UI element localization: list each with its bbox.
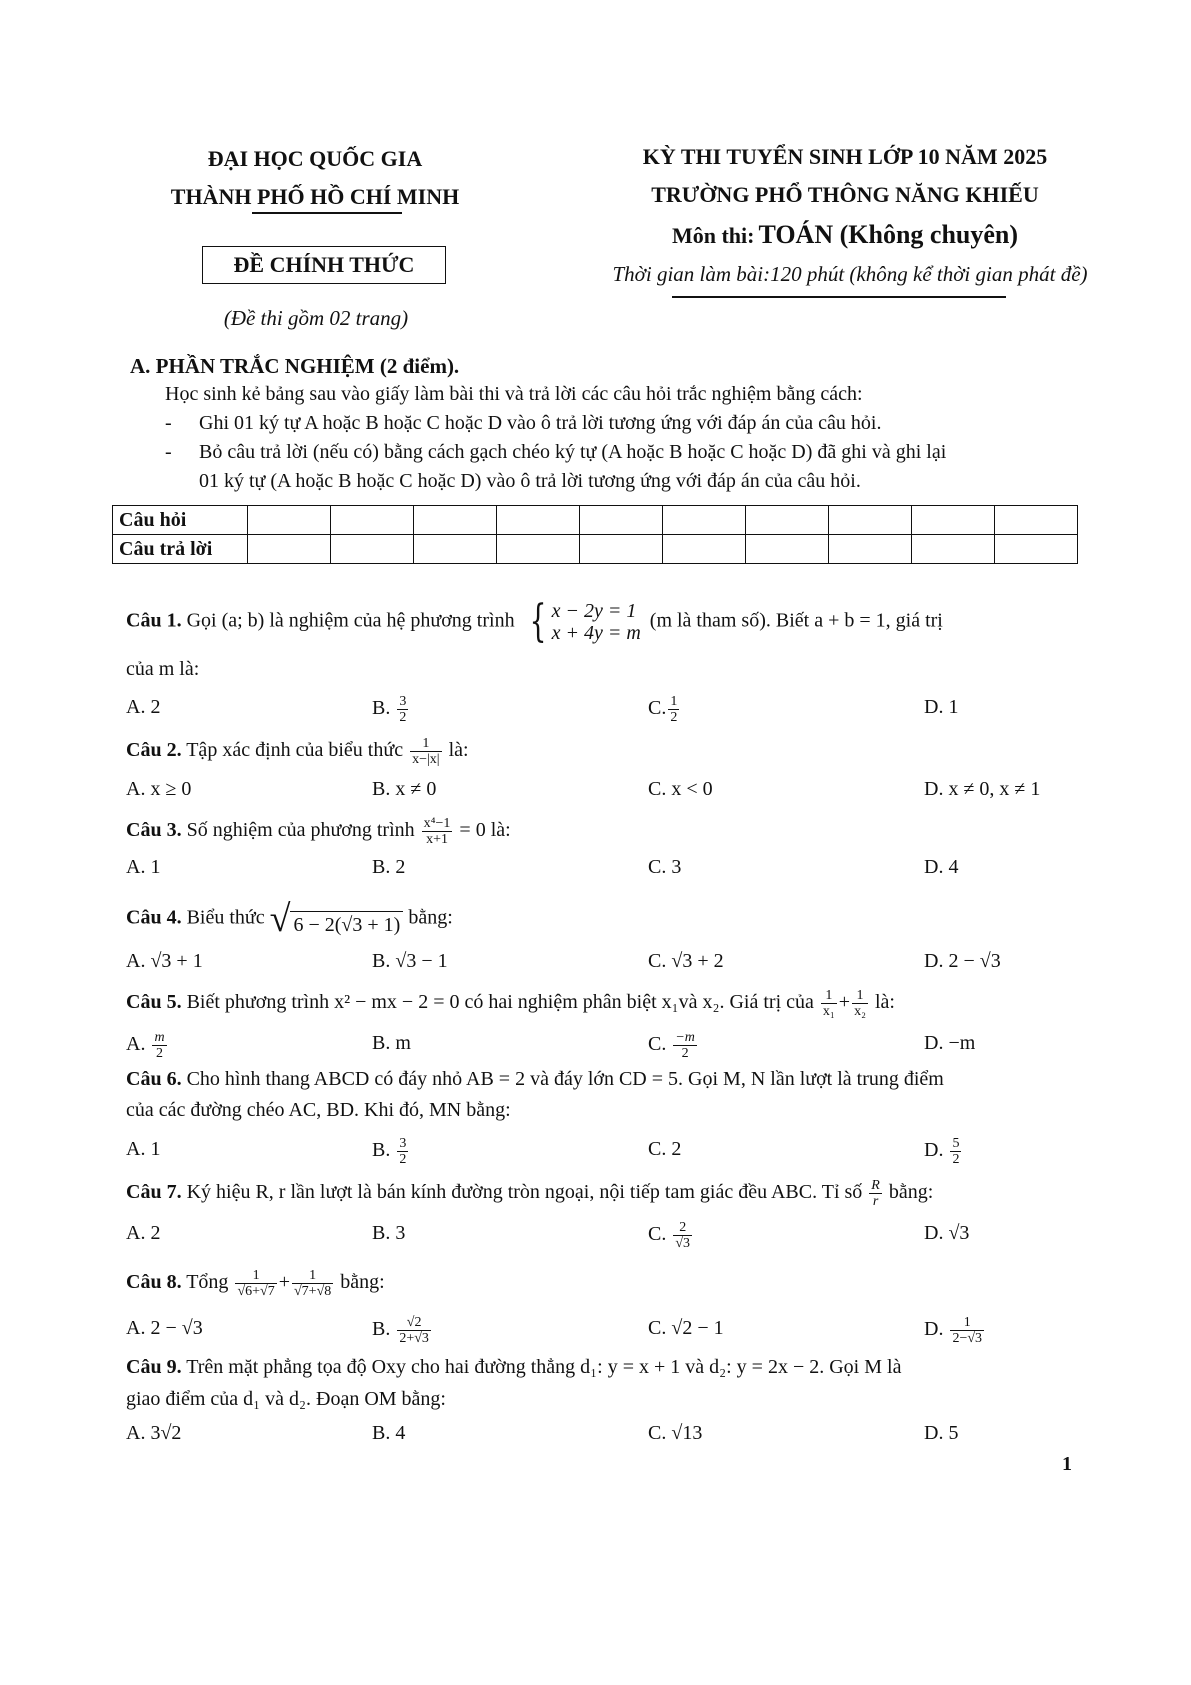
plus-sign: + [278, 1271, 290, 1294]
denominator: √6+√7 [237, 1284, 275, 1299]
table-header-question: Câu hỏi [113, 506, 248, 535]
question-6 [126, 1066, 944, 1092]
option-b[interactable]: B. √3 − 1 [372, 950, 448, 972]
numerator: 2 [673, 1220, 692, 1236]
answer-cell[interactable] [912, 535, 995, 564]
fraction [950, 1315, 984, 1346]
denominator: 2−√3 [952, 1331, 983, 1346]
numerator: R [871, 1178, 880, 1193]
denominator: r [872, 1194, 879, 1209]
university-city: THÀNH PHỐ HỒ CHÍ MINH [170, 184, 460, 209]
bullet-dash: - [165, 441, 172, 463]
question-label: Câu 8. [126, 1271, 182, 1294]
numerator: x⁴−1 [423, 816, 451, 831]
option-c[interactable]: C. √2 − 1 [648, 1317, 724, 1339]
question-3 [126, 816, 511, 847]
option-b[interactable]: B. m [372, 1032, 411, 1054]
question-label: Câu 6. [126, 1068, 182, 1090]
table-header-answer: Câu trả lời [113, 535, 248, 564]
answer-cell[interactable] [414, 535, 497, 564]
question-text: bằng: [340, 1271, 385, 1294]
bullet-1-text: Ghi 01 ký tự A hoặc B hoặc C hoặc D vào ô trả lời tương ứng với đáp án của câu hỏi. [199, 412, 882, 434]
fraction [422, 816, 453, 847]
option-d[interactable]: D. √3 [924, 1222, 970, 1244]
option-a[interactable]: A. 2 [126, 1222, 161, 1244]
equation-line: x + 4y = m [551, 622, 641, 644]
option-d[interactable]: D. 4 [924, 856, 959, 878]
question-text: là: [874, 991, 895, 1014]
option-a[interactable]: A. 1 [126, 1138, 161, 1160]
numerator: −m [675, 1030, 695, 1045]
option-c[interactable]: C. √3 + 2 [648, 950, 724, 972]
question-1 [126, 596, 943, 647]
answer-cell[interactable] [995, 535, 1078, 564]
fraction [410, 736, 442, 767]
question-text: bằng: [408, 906, 453, 929]
question-label: Câu 7. [126, 1181, 182, 1204]
option-c[interactable]: C. 2 [648, 1138, 682, 1160]
question-7 [126, 1178, 933, 1209]
fraction [821, 988, 837, 1019]
question-text: là: [448, 739, 469, 762]
option-a[interactable]: A. 3√2 [126, 1422, 182, 1444]
numerator: 1 [852, 988, 868, 1004]
denominator: 2 [399, 1152, 407, 1167]
fraction [673, 1220, 692, 1251]
answer-cell[interactable] [248, 506, 331, 535]
answer-cell[interactable] [829, 506, 912, 535]
denominator: x−|x| [412, 752, 440, 767]
option-prefix: B. [372, 1318, 391, 1341]
question-1-cont: của m là: [126, 658, 200, 680]
question-2 [126, 736, 469, 767]
answer-cell[interactable] [580, 535, 663, 564]
numerator: 1 [670, 694, 678, 709]
option-prefix: B. [372, 1139, 391, 1162]
answer-cell[interactable] [746, 506, 829, 535]
denominator: x₁ [822, 1004, 835, 1019]
header-underline-left [252, 212, 402, 214]
numerator: m [154, 1030, 165, 1045]
fraction [397, 694, 408, 725]
time-note: Thời gian làm bài:120 phút (không kể thời gian phát đề) [612, 262, 1088, 286]
question-4 [126, 900, 453, 938]
numerator: 1 [950, 1315, 984, 1331]
question-text: Số nghiệm của phương trình [186, 819, 415, 842]
bullet-2 [165, 441, 946, 464]
numerator: 1 [292, 1268, 333, 1284]
question-text: Tổng [186, 1271, 229, 1294]
denominator: 2 [399, 710, 407, 725]
fraction [152, 1030, 166, 1061]
answer-cell[interactable] [580, 506, 663, 535]
denominator: √3 [675, 1236, 691, 1251]
question-text: Gọi (a; b) là nghiệm của hệ phương trình [186, 609, 515, 632]
equation-line: x − 2y = 1 [551, 600, 637, 622]
question-text: Biểu thức [186, 906, 265, 929]
question-9-cont: giao điểm của d₁ và d₂. Đoạn OM bằng: [126, 1388, 446, 1410]
answer-cell[interactable] [912, 506, 995, 535]
option-prefix: A. [126, 1033, 146, 1056]
denominator: 2 [670, 710, 678, 725]
equation-system [524, 596, 641, 647]
answer-cell[interactable] [497, 506, 580, 535]
option-d[interactable]: D. −m [924, 1032, 976, 1054]
option-d[interactable] [924, 1136, 963, 1167]
denominator: 2+√3 [399, 1331, 429, 1346]
question-text: Cho hình thang ABCD có đáy nhỏ AB = 2 và đáy lớn CD = 5. Gọi M, N lần lượt là trung điểm [186, 1068, 944, 1090]
option-a[interactable]: A. 2 − √3 [126, 1317, 203, 1339]
subject-line [560, 220, 1130, 250]
option-a[interactable]: A. 1 [126, 856, 161, 878]
answer-cell[interactable] [829, 535, 912, 564]
bullet-2-cont: 01 ký tự (A hoặc B hoặc C hoặc D) vào ô trả lời tương ứng với đáp án của câu hỏi. [199, 470, 861, 492]
denominator: √7+√8 [293, 1284, 332, 1299]
bullet-2-text: Bỏ câu trả lời (nếu có) bằng cách gạch chéo ký tự (A hoặc B hoặc C hoặc D) đã ghi và ghi lại [199, 441, 947, 463]
option-b[interactable] [372, 1136, 410, 1167]
answer-cell[interactable] [497, 535, 580, 564]
question-label: Câu 4. [126, 906, 182, 929]
section-a-instruction: Học sinh kẻ bảng sau vào giấy làm bài thi và trả lời các câu hỏi trắc nghiệm bằng cách: [165, 383, 863, 405]
answer-cell[interactable] [663, 506, 746, 535]
option-d[interactable]: D. x ≠ 0, x ≠ 1 [924, 778, 1041, 800]
university-name: ĐẠI HỌC QUỐC GIA [207, 146, 423, 171]
pages-note: (Đề thi gồm 02 trang) [223, 306, 409, 330]
answer-cell[interactable] [331, 535, 414, 564]
fraction [397, 1136, 408, 1167]
page-number: 1 [1062, 1453, 1072, 1475]
option-c[interactable]: C. √13 [648, 1422, 703, 1444]
radicand: 6 − 2(√3 + 1) [290, 911, 403, 938]
option-prefix: C. [648, 1223, 667, 1246]
question-9 [126, 1354, 901, 1380]
answer-cell[interactable] [663, 535, 746, 564]
official-exam-box: ĐỀ CHÍNH THỨC [202, 246, 446, 284]
option-d[interactable]: D. 5 [924, 1422, 959, 1444]
section-a-title: A. PHẦN TRẮC NGHIỆM (2 điểm). [130, 354, 460, 378]
question-label: Câu 1. [126, 609, 182, 632]
question-label: Câu 3. [126, 819, 182, 842]
option-c[interactable]: C. 3 [648, 856, 682, 878]
option-c[interactable] [648, 1220, 694, 1251]
option-d[interactable] [924, 1315, 986, 1346]
answer-cell[interactable] [331, 506, 414, 535]
brace-icon: { [529, 596, 546, 647]
square-root [270, 900, 404, 938]
fraction [397, 1315, 431, 1346]
table-row [113, 535, 1078, 564]
subject-name: TOÁN (Không chuyên) [758, 220, 1019, 249]
school-name: TRƯỜNG PHỔ THÔNG NĂNG KHIẾU [651, 182, 1039, 207]
question-text: Ký hiệu R, r lần lượt là bán kính đường tròn ngoại, nội tiếp tam giác đều ABC. Tỉ số [186, 1181, 863, 1204]
answer-cell[interactable] [414, 506, 497, 535]
numerator: 3 [399, 1136, 407, 1151]
question-5: Câu 5. Biết phương trình x² − mx − 2 = 0 có hai nghiệm phân biệt x₁và x₂. Giá trị của $\frac{1}{\text{x₁}}$ + $\frac{1}{\text{x₂}}$ là: [126, 988, 895, 1019]
numerator: √2 [397, 1315, 431, 1331]
header-underline-right [672, 296, 1006, 298]
exam-title: KỲ THI TUYỂN SINH LỚP 10 NĂM 2025 [642, 144, 1048, 169]
fraction [235, 1268, 276, 1299]
option-prefix: C. [648, 1033, 667, 1056]
option-b[interactable] [372, 694, 410, 725]
answer-cell[interactable] [746, 535, 829, 564]
denominator: x₂ [854, 1004, 866, 1019]
option-prefix: C. [648, 697, 667, 720]
denominator: 2 [681, 1046, 689, 1061]
question-text: = 0 là: [459, 819, 511, 842]
option-d[interactable]: D. 2 − √3 [924, 950, 1001, 972]
fraction [668, 694, 679, 725]
denominator: x+1 [426, 832, 448, 847]
option-b[interactable] [372, 1315, 433, 1346]
table-row [113, 506, 1078, 535]
question-text: (m là tham số). Biết a + b = 1, giá trị [649, 609, 943, 632]
fraction [292, 1268, 333, 1299]
option-a[interactable] [126, 1030, 169, 1061]
option-c[interactable] [648, 694, 681, 725]
denominator: 2 [952, 1152, 960, 1167]
option-c[interactable]: C. x < 0 [648, 778, 713, 800]
bullet-dash: - [165, 412, 172, 434]
question-label: Câu 9. [126, 1356, 182, 1378]
option-a[interactable]: A. x ≥ 0 [126, 778, 192, 800]
option-prefix: B. [372, 697, 391, 720]
question-text: Tập xác định của biểu thức [186, 739, 404, 762]
fraction [950, 1136, 961, 1167]
option-a[interactable]: A. √3 + 1 [126, 950, 203, 972]
answer-cell[interactable] [995, 506, 1078, 535]
subject-prefix: Môn thi: [671, 223, 755, 248]
question-text: bằng: [888, 1181, 934, 1204]
denominator: 2 [156, 1046, 164, 1061]
question-8 [126, 1268, 385, 1299]
fraction [869, 1178, 882, 1209]
question-label: Câu 5. [126, 991, 182, 1014]
option-prefix: D. [924, 1139, 944, 1162]
bullet-1 [165, 412, 881, 435]
radical-icon: √ [269, 898, 291, 940]
question-text: Biết phương trình x² − mx − 2 = 0 có hai nghiệm phân biệt x₁và x₂. Giá trị của [186, 991, 814, 1014]
option-d[interactable]: D. 1 [924, 696, 959, 718]
option-b[interactable]: B. 2 [372, 856, 406, 878]
option-b[interactable]: B. 3 [372, 1222, 406, 1244]
option-a[interactable]: A. 2 [126, 696, 161, 718]
question-6-cont: của các đường chéo AC, BD. Khi đó, MN bằng: [126, 1099, 511, 1121]
answer-cell[interactable] [248, 535, 331, 564]
numerator: 5 [952, 1136, 960, 1151]
numerator: 1 [821, 988, 837, 1004]
fraction [852, 988, 868, 1019]
numerator: 3 [399, 694, 407, 709]
option-c[interactable] [648, 1030, 699, 1061]
option-b[interactable]: B. 4 [372, 1422, 406, 1444]
question-label: Câu 2. [126, 739, 182, 762]
numerator: 1 [235, 1268, 276, 1284]
option-b[interactable]: B. x ≠ 0 [372, 778, 437, 800]
fraction [673, 1030, 697, 1061]
option-prefix: D. [924, 1318, 944, 1341]
numerator: 1 [410, 736, 442, 752]
question-text: Trên mặt phẳng tọa độ Oxy cho hai đường thẳng d₁: y = x + 1 và d₂: y = 2x − 2. Gọi M là [186, 1356, 902, 1378]
answer-table [112, 505, 1078, 564]
